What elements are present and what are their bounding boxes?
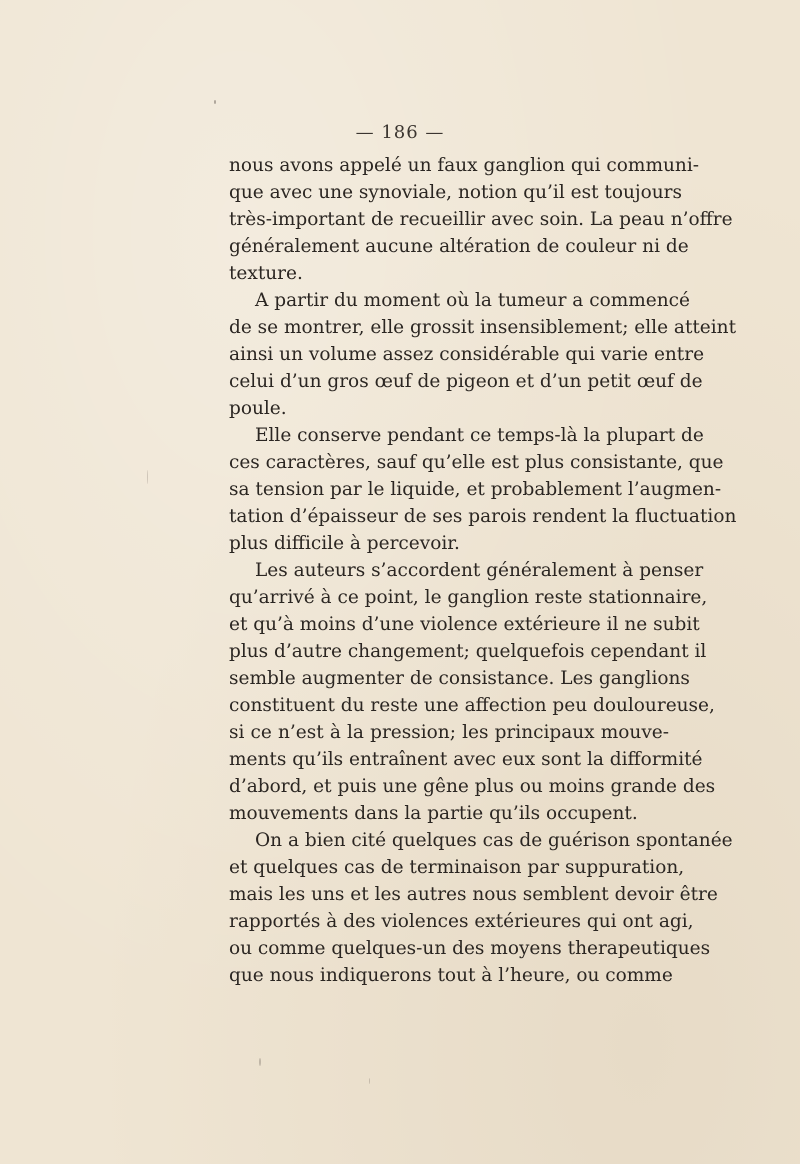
text-line: si ce n’est à la pression; les principaux mouve- bbox=[229, 722, 669, 743]
paper-speck bbox=[214, 100, 216, 104]
body-text bbox=[229, 152, 737, 989]
paragraph-start-line: Elle conserve pendant ce temps-là la plupart de bbox=[255, 425, 704, 446]
paper-speck bbox=[369, 1078, 370, 1084]
text-line: sa tension par le liquide, et probablement l’augmen- bbox=[229, 479, 722, 500]
text-line: qu’arrivé à ce point, le ganglion reste stationnaire, bbox=[229, 587, 708, 608]
text-line: et qu’à moins d’une violence extérieure il ne subit bbox=[229, 614, 700, 635]
page-number: — 186 — bbox=[355, 122, 445, 143]
text-line: de se montrer, elle grossit insensiblement; elle atteint bbox=[229, 317, 737, 338]
text-line: tation d’épaisseur de ses parois rendent la fluctuation bbox=[229, 506, 737, 527]
text-line: mouvements dans la partie qu’ils occupent. bbox=[229, 803, 638, 824]
text-line: ainsi un volume assez considérable qui varie entre bbox=[229, 344, 705, 365]
text-line: que nous indiquerons tout à l’heure, ou comme bbox=[229, 965, 673, 986]
paper-speck bbox=[259, 1058, 261, 1066]
text-line: plus d’autre changement; quelquefois cependant il bbox=[229, 641, 707, 662]
paragraph-start-line: Les auteurs s’accordent généralement à penser bbox=[255, 560, 704, 581]
text-line: et quelques cas de terminaison par suppuration, bbox=[229, 857, 685, 878]
text-line: généralement aucune altération de couleur ni de bbox=[229, 236, 689, 257]
paragraph-start-line: A partir du moment où la tumeur a commencé bbox=[255, 290, 690, 311]
text-line: mais les uns et les autres nous semblent devoir être bbox=[229, 884, 718, 905]
text-line: poule. bbox=[229, 398, 287, 419]
text-line: plus difficile à percevoir. bbox=[229, 533, 460, 554]
paragraph-start-line: On a bien cité quelques cas de guérison spontanée bbox=[255, 830, 733, 851]
text-line: rapportés à des violences extérieures qui ont agi, bbox=[229, 911, 694, 932]
text-line: semble augmenter de consistance. Les ganglions bbox=[229, 668, 690, 689]
text-line: ou comme quelques-un des moyens therapeutiques bbox=[229, 938, 711, 959]
text-line: nous avons appelé un faux ganglion qui communi- bbox=[229, 155, 700, 176]
paper-speck bbox=[147, 470, 148, 484]
text-line: que avec une synoviale, notion qu’il est toujours bbox=[229, 182, 682, 203]
text-line: très-important de recueillir avec soin. La peau n’offre bbox=[229, 209, 733, 230]
text-line: d’abord, et puis une gêne plus ou moins grande des bbox=[229, 776, 716, 797]
text-line: celui d’un gros œuf de pigeon et d’un petit œuf de bbox=[229, 371, 703, 392]
text-line: texture. bbox=[229, 263, 303, 284]
text-line: ments qu’ils entraînent avec eux sont la difformité bbox=[229, 749, 703, 770]
text-line: constituent du reste une affection peu douloureuse, bbox=[229, 695, 715, 716]
text-line: ces caractères, sauf qu’elle est plus consistante, que bbox=[229, 452, 724, 473]
